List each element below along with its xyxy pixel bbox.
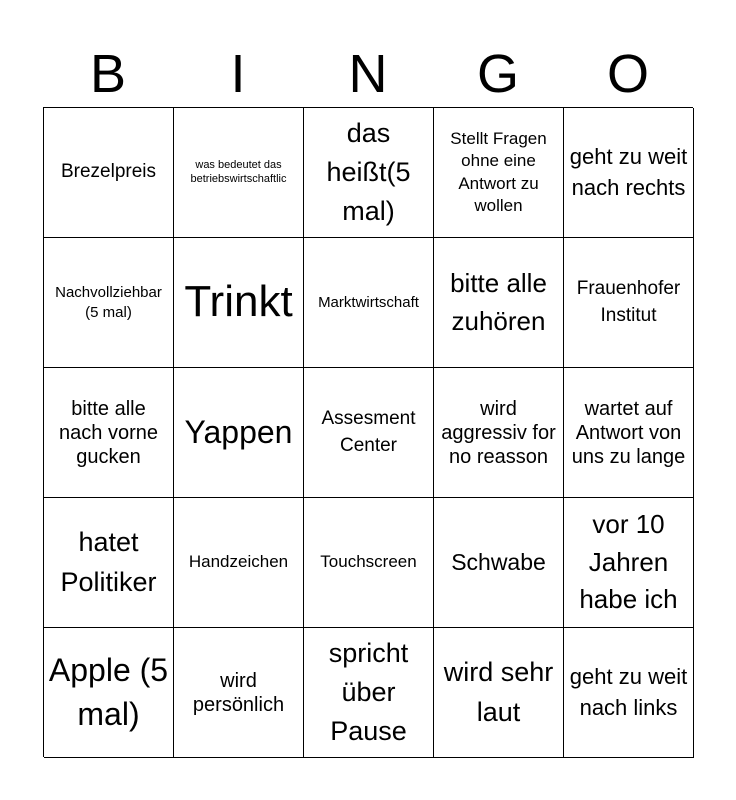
header-letter-g: G [476,44,519,104]
bingo-cell[interactable] [44,498,174,628]
cell-label: das heißt(5 mal) [326,117,411,227]
cell-label: bitte alle zuhören [450,267,547,336]
cell-label: was bedeutet das betriebswirtschaftlic [190,158,287,185]
cell-label: wird persönlich [192,669,285,716]
bingo-cell[interactable] [564,108,694,238]
bingo-cell[interactable] [434,238,564,368]
bingo-cell[interactable] [564,238,694,368]
cell-label: geht zu weit nach links [569,663,688,720]
cell-label: Schwabe [451,548,546,575]
bingo-cell[interactable] [304,238,434,368]
cell-label: wird sehr laut [443,657,554,727]
cell-label: Marktwirtschaft [318,293,419,311]
bingo-cell[interactable] [304,368,434,498]
cell-label: Nachvollziehbar (5 mal) [55,284,162,321]
cell-label: vor 10 Jahren habe ich [579,508,678,615]
header-letter-n: N [348,44,388,104]
header-letter-b: B [89,44,127,104]
bingo-cell[interactable] [174,628,304,758]
cell-label: Yappen [184,413,293,450]
bingo-cell[interactable] [44,238,174,368]
cell-label: spricht über Pause [328,637,409,747]
header-letter-o: O [606,44,649,104]
bingo-cell[interactable] [564,628,694,758]
cell-label: Handzeichen [188,552,289,572]
bingo-cell[interactable] [44,108,174,238]
bingo-cell[interactable] [564,498,694,628]
cell-label: Frauenhofer Institut [576,277,681,326]
bingo-cell[interactable] [304,108,434,238]
cell-label: Trinkt [184,277,293,327]
bingo-cell[interactable] [44,628,174,758]
cell-label: Stellt Fragen ohne eine Antwort zu wollen [450,129,547,215]
cell-label: wartet auf Antwort von uns zu lange [571,397,686,468]
cell-label: geht zu weit nach rechts [569,143,688,200]
bingo-cell[interactable] [44,368,174,498]
cell-label: Assesment Center [321,407,416,456]
bingo-cell[interactable] [304,628,434,758]
bingo-board [43,107,693,757]
bingo-cell[interactable] [174,238,304,368]
header-letter-i: I [230,44,246,104]
bingo-cell[interactable] [174,368,304,498]
cell-label: wird aggressiv for no reasson [441,397,556,468]
cell-label: hatet Politiker [60,527,157,597]
bingo-cell[interactable] [174,108,304,238]
bingo-cell[interactable] [434,628,564,758]
cell-label: bitte alle nach vorne gucken [59,397,158,468]
bingo-cell[interactable] [304,498,434,628]
bingo-cell[interactable] [564,368,694,498]
bingo-cell[interactable] [434,368,564,498]
cell-label: Touchscreen [320,552,417,572]
bingo-cell[interactable] [434,108,564,238]
bingo-header [43,40,693,108]
cell-label: Apple (5 mal) [48,652,169,732]
bingo-cell[interactable] [434,498,564,628]
cell-label: Brezelpreis [60,161,157,183]
bingo-cell[interactable] [174,498,304,628]
